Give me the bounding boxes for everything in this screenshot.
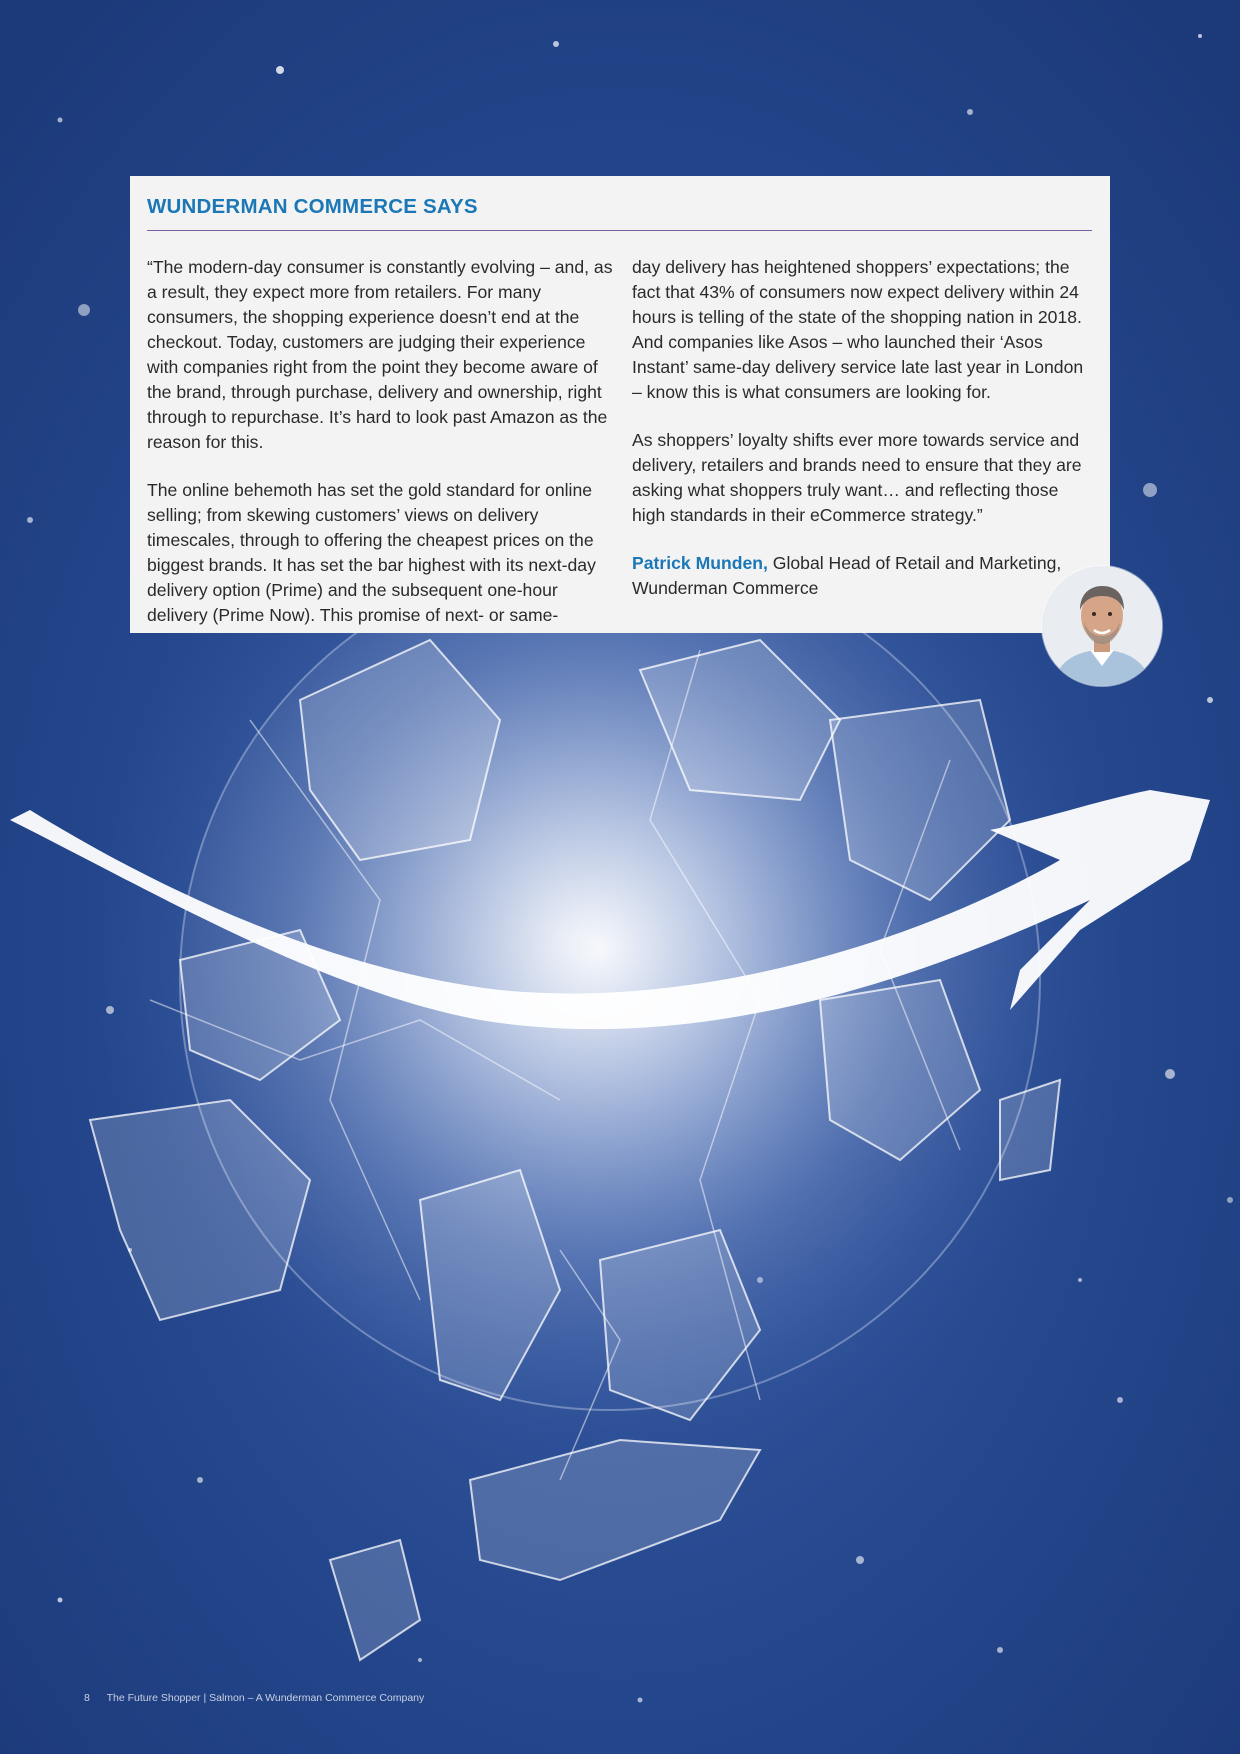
attribution <box>632 551 1092 601</box>
quote-paragraph: day delivery has heightened shoppers’ expectations; the fact that 43% of consumers now expect delivery within 24 hours is telling of the state of the shopping nation in 2018. And companies like Asos – who launched their ‘Asos Instant’ same-day delivery service late last year in London – know this is what consumers are looking for. <box>632 257 1084 402</box>
quote-paragraph: As shoppers’ loyalty shifts ever more towards service and delivery, retailers and brands need to ensure that they are asking what shoppers truly want… and reflecting those high standards in their eCommerce strategy.” <box>632 430 1082 525</box>
author-name: Patrick Munden, <box>632 553 768 573</box>
quote-box <box>130 176 1110 633</box>
page-footer <box>84 1692 424 1704</box>
box-heading: WUNDERMAN COMMERCE SAYS <box>147 195 478 218</box>
author-photo <box>1042 566 1162 686</box>
quote-paragraph: “The modern-day consumer is constantly evolving – and, as a result, they expect more from retailers. For many consumers, the shopping experience doesn’t end at the checkout. Today, customers are judging their experience with companies right from the point they become aware of the brand, through purchase, delivery and ownership, right through to repurchase. It’s hard to look past Amazon as the reason for this. <box>147 257 613 452</box>
author-title: Global Head of Retail and Marketing, Wunderman Commerce <box>632 553 1062 598</box>
page-number: 8 <box>84 1692 90 1704</box>
heading-rule <box>147 230 1092 231</box>
quote-column-right <box>632 255 1092 624</box>
author-portrait <box>1042 566 1162 686</box>
quote-paragraph: The online behemoth has set the gold standard for online selling; from skewing customers’ views on delivery timescales, through to offering the cheapest prices on the biggest brands. It has set the bar highest with its next-day delivery option (Prime) and the subsequent one-hour delivery (Prime Now). This promise of next- or same- <box>147 480 596 625</box>
footer-text: The Future Shopper | Salmon – A Wunderman Commerce Company <box>106 1692 425 1704</box>
quote-column-left <box>147 255 617 651</box>
